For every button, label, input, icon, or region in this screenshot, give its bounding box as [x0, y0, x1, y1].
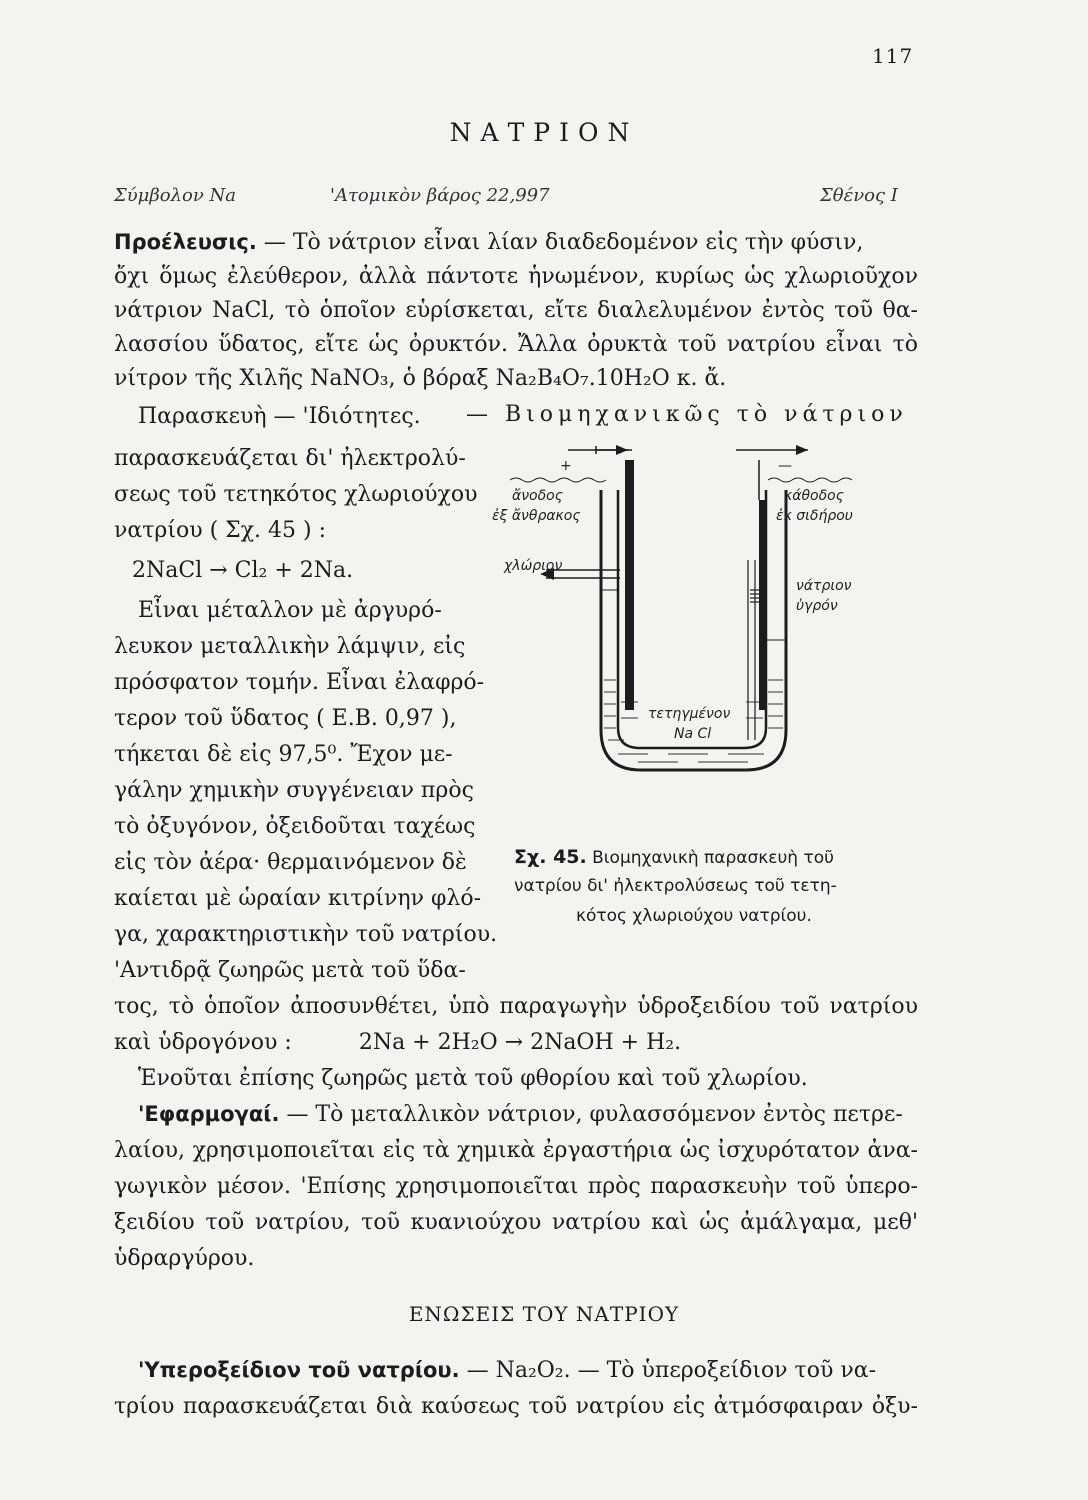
peroxide-heading: 'Υπεροξείδιον τοῦ νατρίου.: [138, 1358, 460, 1382]
figure-number: Σχ. 45.: [514, 846, 587, 868]
property-line: τήκεται δὲ εἰς 97,5⁰. Ἔχον με-: [114, 742, 453, 767]
cathode-sign: —: [778, 458, 792, 474]
preparation-text-line: — Βιομηχανικῶς τὸ νάτριον: [466, 402, 908, 427]
water-reaction-equation: 2Na + 2H₂O → 2NaOH + H₂.: [358, 1030, 682, 1055]
figure-caption-text: νατρίου δι' ἠλεκτρολύσεως τοῦ τετη-: [514, 876, 837, 896]
applications-text-line: λαίου, χρησιμοποιεῖται εἰς τὰ χημικὰ ἐργαστήρια ὡς ἰσχυρότατον ἀνα-: [114, 1138, 918, 1163]
page-title: ΝΑΤΡΙΟΝ: [449, 118, 639, 147]
origin-text-line: ὄχι ὅμως ἐλεύθερον, ἀλλὰ πάντοτε ἡνωμένον, κυρίως ὡς χλωριοῦχον: [114, 264, 918, 289]
preparation-heading: Παρασκευὴ — 'Ιδιότητες.: [138, 404, 421, 429]
property-line: εἰς τὸν ἀέρα· θερμαινόμενον δὲ: [114, 850, 467, 875]
applications-heading: 'Εφαρμογαί.: [138, 1102, 280, 1126]
property-line: Εἶναι μέταλλον μὲ ἀργυρό-: [138, 598, 442, 623]
peroxide-text-line: — Na₂O₂. — Τὸ ὑπεροξείδιον τοῦ να-: [466, 1358, 876, 1383]
cathode-material-label: ἐκ σιδήρου: [776, 508, 853, 524]
property-line: τὸ ὀξυγόνον, ὀξειδοῦται ταχέως: [114, 814, 476, 839]
atomic-weight: 'Ατομικὸν βάρος 22,997: [330, 185, 550, 206]
preparation-text-line: παρασκευάζεται δι' ἠλεκτρολύ-: [114, 446, 466, 471]
anode-material-label: ἐξ ἄνθρακος: [492, 508, 581, 524]
figure-caption-text: κότος χλωριούχου νατρίου.: [576, 906, 812, 926]
origin-text-line: λασσίου ὕδατος, εἴτε ὡς ὀρυκτόν. Ἄλλα ὀρυκτὰ τοῦ νατρίου εἶναι τὸ: [114, 332, 918, 357]
cathode-rod: [759, 500, 767, 710]
peroxide-first-line: [138, 1358, 918, 1384]
cathode-label: κάθοδος: [784, 488, 844, 504]
property-line: τος, τὸ ὁποῖον ἀποσυνθέτει, ὑπὸ παραγωγὴν ὑδροξειδίου τοῦ νατρίου: [114, 994, 918, 1019]
chlorine-label: χλώριον: [504, 558, 563, 574]
cathode-arrow: [796, 445, 808, 455]
applications-text-line: γωγικὸν μέσον. 'Επίσης χρησιμοποιεῖται πρὸς παρασκευὴν τοῦ ὑπερο-: [114, 1174, 918, 1199]
property-line: τερον τοῦ ὕδατος ( Ε.Β. 0,97 ),: [114, 706, 457, 731]
preparation-text-line: νατρίου ( Σχ. 45 ) :: [114, 518, 326, 543]
property-line: καίεται μὲ ὡραίαν κιτρίνην φλό-: [114, 886, 482, 911]
liquid-sodium-label-2: ὑγρόν: [796, 598, 838, 614]
anode-sign: +: [560, 458, 572, 474]
anode-label: ἄνοδος: [512, 488, 563, 504]
element-symbol: Σύμβολον Na: [114, 185, 237, 206]
applications-text-line: ξειδίου τοῦ νατρίου, τοῦ κυανιούχου νατρίου καὶ ὡς ἀμάλγαμα, μεθ': [114, 1210, 918, 1235]
electrolysis-equation: 2NaCl → Cl₂ + 2Na.: [132, 558, 354, 583]
property-line: λευκον μεταλλικὴν λάμψιν, εἰς: [114, 634, 466, 659]
origin-heading: Προέλευσις.: [114, 230, 257, 254]
property-line: 'Αντιδρᾷ ζωηρῶς μετὰ τοῦ ὕδα-: [114, 958, 466, 983]
halogen-line: Ἑνοῦται ἐπίσης ζωηρῶς μετὰ τοῦ φθορίου καὶ τοῦ χλωρίου.: [138, 1066, 808, 1091]
anode-arrow: [616, 445, 628, 455]
origin-text-line: νάτριον NaCl, τὸ ὁποῖον εὑρίσκεται, εἴτε διαλελυμένον ἐντὸς τοῦ θα-: [114, 298, 918, 323]
preparation-text-line: σεως τοῦ τετηκότος χλωριούχου: [114, 482, 478, 507]
property-line: γα, χαρακτηριστικὴν τοῦ νατρίου.: [114, 922, 498, 947]
electrolysis-cell-svg: [478, 440, 918, 810]
water-reaction-prefix: καὶ ὑδρογόνου :: [114, 1030, 292, 1055]
property-line: πρόσφατον τομήν. Εἶναι ἐλαφρό-: [114, 670, 485, 695]
water-reaction-line: [114, 1030, 681, 1056]
applications-text-line: ὑδραργύρου.: [114, 1246, 255, 1271]
origin-first-line: [114, 230, 918, 256]
molten-salt-label-2: Na Cl: [674, 726, 712, 742]
electrolysis-diagram: [478, 440, 918, 810]
origin-text-line: νίτρον τῆς Χιλῆς NaNO₃, ὁ βόραξ Na₂B₄O₇.10H₂O κ. ἄ.: [114, 366, 727, 391]
valence: Σθένος I: [820, 185, 898, 206]
applications-text-line: — Τὸ μεταλλικὸν νάτριον, φυλασσόμενον ἐντὸς πετρε-: [286, 1102, 903, 1127]
origin-text-line: — Τὸ νάτριον εἶναι λίαν διαδεδομένον εἰς τὴν φύσιν,: [263, 230, 864, 255]
anode-rod: [625, 460, 634, 710]
molten-salt-label-1: τετηγμένον: [648, 706, 731, 722]
liquid-sodium-label-1: νάτριον: [796, 578, 852, 594]
page-number: 117: [872, 44, 914, 68]
figure-caption-text: Βιομηχανικὴ παρασκευὴ τοῦ: [592, 848, 834, 868]
compounds-section-title: ΕΝΩΣΕΙΣ ΤΟΥ ΝΑΤΡΙΟΥ: [408, 1302, 680, 1326]
figure-caption-line: [514, 846, 834, 868]
applications-first-line: [138, 1102, 918, 1128]
property-line: γάλην χημικὴν συγγένειαν πρὸς: [114, 778, 474, 803]
peroxide-text-line: τρίου παρασκευάζεται διὰ καύσεως τοῦ νατρίου εἰς ἀτμόσφαιραν ὀξυ-: [114, 1394, 918, 1419]
